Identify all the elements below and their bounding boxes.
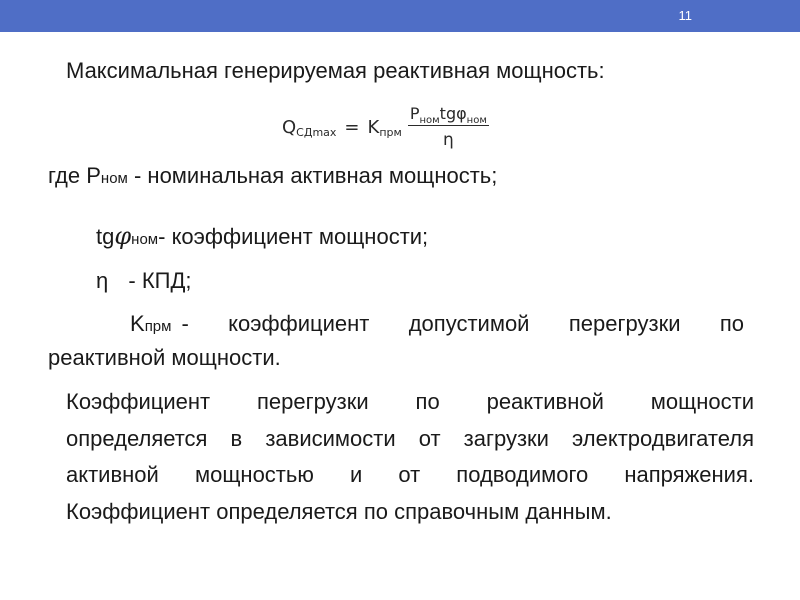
- paragraph-line-4: Коэффициент определяется по справочным данным.: [66, 498, 612, 524]
- definition-eta-text: - КПД;: [128, 268, 192, 293]
- definition-k-sub: прм: [144, 318, 172, 335]
- definition-tg-prefix: tg: [96, 224, 115, 249]
- formula-denominator: η: [442, 130, 454, 150]
- definition-k-text-line1: - коэффициент допустимой перегрузки по: [181, 311, 744, 336]
- formula-fraction: [408, 104, 489, 150]
- formula-k: K: [367, 116, 380, 138]
- header-bar: [0, 0, 800, 32]
- definition-tg-phi: φ: [114, 222, 132, 250]
- formula-num-p: P: [409, 104, 420, 123]
- definition-pnom-text: - номинальная активная мощность;: [127, 163, 498, 188]
- paragraph-line-2: определяется в зависимости от загрузки электродвигателя: [66, 425, 754, 451]
- definition-k-line2: реактивной мощности.: [48, 345, 281, 370]
- definition-eta-symbol: η: [96, 268, 109, 293]
- definition-eta: [96, 268, 191, 294]
- slide-heading: Максимальная генерируемая реактивная мощность:: [66, 58, 605, 83]
- formula-num-p-sub: ном: [419, 115, 440, 126]
- definition-pnom-prefix: где: [48, 163, 87, 188]
- definition-tg: [96, 222, 428, 250]
- paragraph: [66, 384, 754, 530]
- paragraph-line-1: Коэффициент перегрузки по реактивной мощности: [66, 389, 754, 414]
- formula-lhs-sub: СДmax: [296, 125, 337, 139]
- definition-pnom-sub: ном: [100, 170, 128, 187]
- formula-k-sub: прм: [379, 125, 402, 139]
- formula-num-tg: tgφ: [439, 104, 467, 123]
- formula-lhs: Q: [282, 116, 297, 138]
- slide-number: 11: [678, 8, 692, 23]
- definition-tg-text: - коэффициент мощности;: [158, 224, 429, 249]
- formula-num-tg-sub: ном: [466, 115, 487, 126]
- definition-k-symbol: K: [130, 311, 145, 336]
- definition-k-line1: [130, 311, 744, 337]
- formula: [282, 104, 489, 150]
- formula-equals: =: [344, 116, 360, 138]
- formula-numerator: [408, 104, 489, 126]
- definition-pnom-symbol: P: [86, 163, 101, 188]
- definition-pnom: [48, 163, 497, 189]
- paragraph-line-3: активной мощностью и от подводимого напряжения.: [66, 462, 754, 487]
- definition-tg-sub: ном: [131, 231, 159, 248]
